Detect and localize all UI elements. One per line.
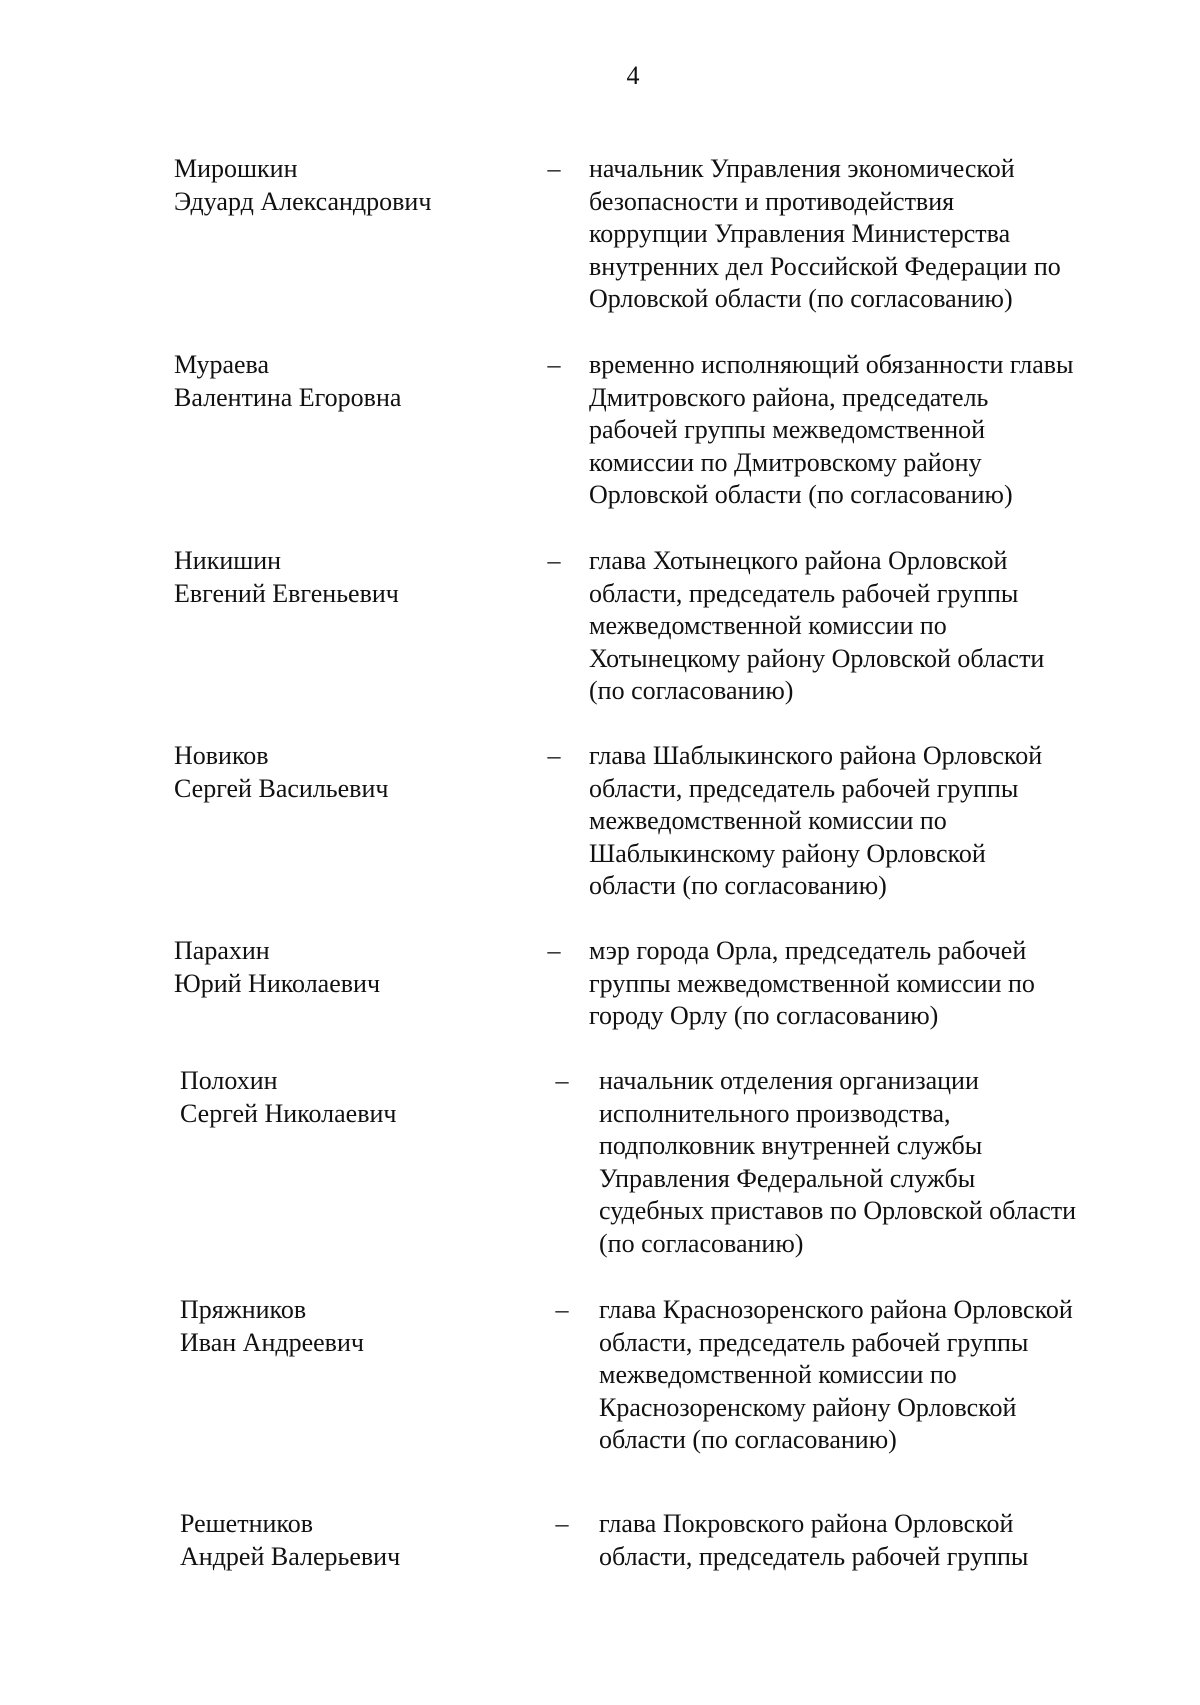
member-given-names: Сергей Николаевич xyxy=(180,1098,397,1128)
position-line: области, председатель рабочей группы xyxy=(589,578,1019,608)
position-line: области, председатель рабочей группы xyxy=(599,1327,1029,1357)
position-line: Шаблыкинскому району Орловской xyxy=(589,838,986,868)
position-line: (по согласованию) xyxy=(589,676,794,705)
entry-dash: – xyxy=(547,546,561,575)
position-line: межведомственной комиссии по xyxy=(599,1360,957,1389)
member-given-names: Иван Андреевич xyxy=(180,1327,364,1357)
position-line: глава Хотынецкого района Орловской xyxy=(589,546,1008,575)
member-position xyxy=(589,349,1149,512)
position-line: межведомственной комиссии по xyxy=(589,611,947,640)
position-line: Краснозоренскому району Орловской xyxy=(599,1392,1017,1422)
member-position xyxy=(589,545,1149,708)
member-position xyxy=(599,1294,1159,1457)
position-line: начальник Управления экономической xyxy=(589,154,1015,183)
position-line: глава Шаблыкинского района Орловской xyxy=(589,741,1043,770)
member-name xyxy=(174,153,534,218)
member-position xyxy=(599,1508,1159,1573)
member-position xyxy=(599,1065,1159,1260)
position-line: коррупции Управления Министерства xyxy=(589,219,1011,248)
member-surname: Мураева xyxy=(174,350,270,379)
entry-dash: – xyxy=(555,1509,569,1538)
member-surname: Никишин xyxy=(174,546,282,575)
entry-dash: – xyxy=(547,154,561,183)
entry-dash: – xyxy=(547,350,561,379)
position-line: Орловской области (по согласованию) xyxy=(589,284,1013,313)
position-line: начальник отделения организации xyxy=(599,1066,979,1095)
member-given-names: Эдуард Александрович xyxy=(174,186,432,216)
member-surname: Парахин xyxy=(174,936,270,965)
member-given-names: Валентина Егоровна xyxy=(174,382,402,412)
member-given-names: Андрей Валерьевич xyxy=(180,1541,401,1571)
position-line: судебных приставов по Орловской области xyxy=(599,1196,1077,1225)
position-line: внутренних дел Российской Федерации по xyxy=(589,251,1061,281)
member-name xyxy=(180,1508,540,1573)
position-line: подполковник внутренней службы xyxy=(599,1131,983,1160)
position-line: временно исполняющий обязанности главы xyxy=(589,350,1074,379)
position-line: межведомственной комиссии по xyxy=(589,806,947,835)
position-line: Орловской области (по согласованию) xyxy=(589,480,1013,509)
member-name xyxy=(174,740,534,805)
member-name xyxy=(174,935,534,1000)
entry-dash: – xyxy=(547,936,561,965)
position-line: глава Краснозоренского района Орловской xyxy=(599,1295,1073,1324)
member-position xyxy=(589,153,1149,316)
member-name xyxy=(180,1294,540,1359)
position-line: глава Покровского района Орловской xyxy=(599,1509,1014,1538)
position-line: рабочей группы межведомственной xyxy=(589,415,986,444)
position-line: комиссии по Дмитровскому району xyxy=(589,447,982,477)
position-line: области (по согласованию) xyxy=(589,871,887,900)
position-line: области, председатель рабочей группы xyxy=(589,773,1019,803)
entry-dash: – xyxy=(547,741,561,770)
position-line: Дмитровского района, председатель xyxy=(589,382,989,412)
member-surname: Полохин xyxy=(180,1066,278,1095)
entry-dash: – xyxy=(555,1066,569,1095)
position-line: мэр города Орла, председатель рабочей xyxy=(589,936,1027,965)
position-line: (по согласованию) xyxy=(599,1228,804,1258)
position-line: области (по согласованию) xyxy=(599,1425,897,1454)
member-position xyxy=(589,740,1149,903)
position-line: городу Орлу (по согласованию) xyxy=(589,1001,939,1030)
member-name xyxy=(174,349,534,414)
member-position xyxy=(589,935,1149,1033)
member-given-names: Сергей Васильевич xyxy=(174,773,389,803)
position-line: Хотынецкому району Орловской области xyxy=(589,643,1045,673)
position-line: безопасности и противодействия xyxy=(589,186,955,216)
position-line: группы межведомственной комиссии по xyxy=(589,968,1035,998)
position-line: области, председатель рабочей группы xyxy=(599,1541,1029,1571)
entry-dash: – xyxy=(555,1295,569,1324)
member-surname: Решетников xyxy=(180,1509,313,1538)
member-given-names: Юрий Николаевич xyxy=(174,968,381,998)
member-name xyxy=(180,1065,540,1130)
position-line: Управления Федеральной службы xyxy=(599,1163,976,1193)
position-line: исполнительного производства, xyxy=(599,1098,951,1128)
page-number: 4 xyxy=(626,61,640,90)
member-given-names: Евгений Евгеньевич xyxy=(174,578,399,608)
member-surname: Мирошкин xyxy=(174,154,298,183)
member-surname: Новиков xyxy=(174,741,269,770)
member-name xyxy=(174,545,534,610)
member-surname: Пряжников xyxy=(180,1295,307,1324)
